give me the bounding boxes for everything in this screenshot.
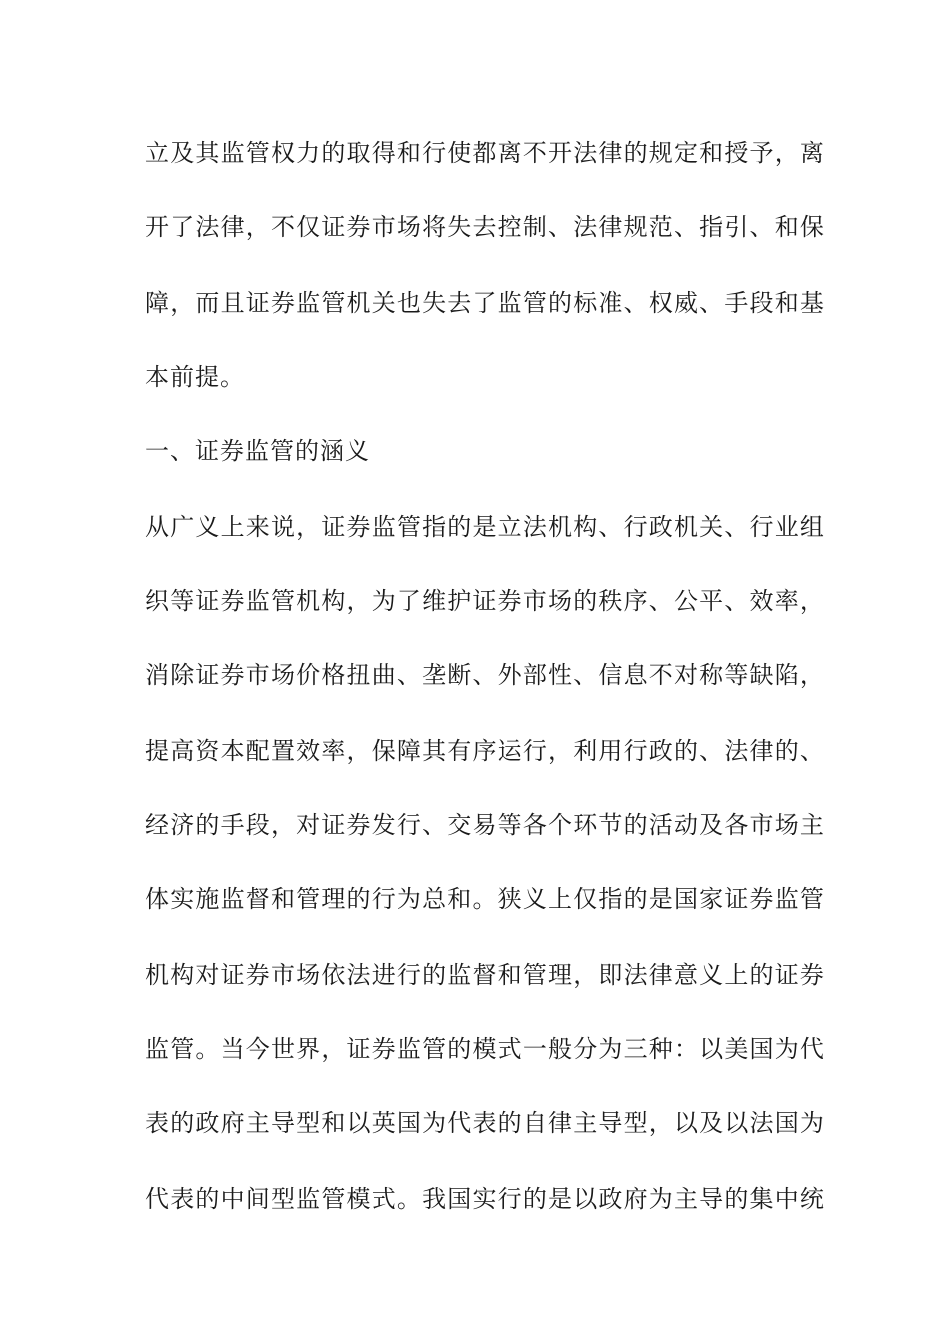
paragraph-line: 代 表 的 中 间 型 监 管 模 式 。 我 国 实 行 的 是 以 政 府 为 主 导 的 集 中 统 bbox=[145, 1185, 825, 1213]
paragraph-line: 从 广 义 上 来 说 ， 证 券 监 管 指 的 是 立 法 机 构 、 行 政 机 关 、 行 业 组 bbox=[145, 513, 825, 541]
paragraph-line: 机 构 对 证 券 市 场 依 法 进 行 的 监 督 和 管 理 ， 即 法 律 意 义 上 的 证 券 bbox=[145, 961, 825, 989]
paragraph-line: 本前提。 bbox=[145, 363, 245, 391]
paragraph-line: 监 管 。 当 今 世 界 ， 证 券 监 管 的 模 式 一 般 分 为 三 种 ： 以 美 国 为 代 bbox=[145, 1035, 825, 1063]
paragraph-line: 提 高 资 本 配 置 效 率 ， 保 障 其 有 序 运 行 ， 利 用 行 政 的 、 法 律 的 、 bbox=[145, 737, 825, 765]
paragraph-line: 障 ， 而 且 证 券 监 管 机 关 也 失 去 了 监 管 的 标 准 、 权 威 、 手 段 和 基 bbox=[145, 289, 825, 317]
paragraph-line: 表 的 政 府 主 导 型 和 以 英 国 为 代 表 的 自 律 主 导 型 ， 以 及 以 法 国 为 bbox=[145, 1109, 825, 1137]
paragraph-line: 开 了 法 律 ， 不 仅 证 券 市 场 将 失 去 控 制 、 法 律 规 范 、 指 引 、 和 保 bbox=[145, 213, 825, 241]
paragraph-line: 织 等 证 券 监 管 机 构 ， 为 了 维 护 证 券 市 场 的 秩 序 、 公 平 、 效 率 ， bbox=[145, 587, 825, 615]
paragraph-line: 经 济 的 手 段 ， 对 证 券 发 行 、 交 易 等 各 个 环 节 的 活 动 及 各 市 场 主 bbox=[145, 811, 825, 839]
paragraph-line: 消 除 证 券 市 场 价 格 扭 曲 、 垄 断 、 外 部 性 、 信 息 不 对 称 等 缺 陷 ， bbox=[145, 661, 825, 689]
paragraph-line: 体 实 施 监 督 和 管 理 的 行 为 总 和 。 狭 义 上 仅 指 的 是 国 家 证 券 监 管 bbox=[145, 885, 825, 913]
paragraph-line: 立 及 其 监 管 权 力 的 取 得 和 行 使 都 离 不 开 法 律 的 规 定 和 授 予 ， 离 bbox=[145, 139, 825, 167]
section-heading: 一、证券监管的涵义 bbox=[145, 437, 370, 465]
